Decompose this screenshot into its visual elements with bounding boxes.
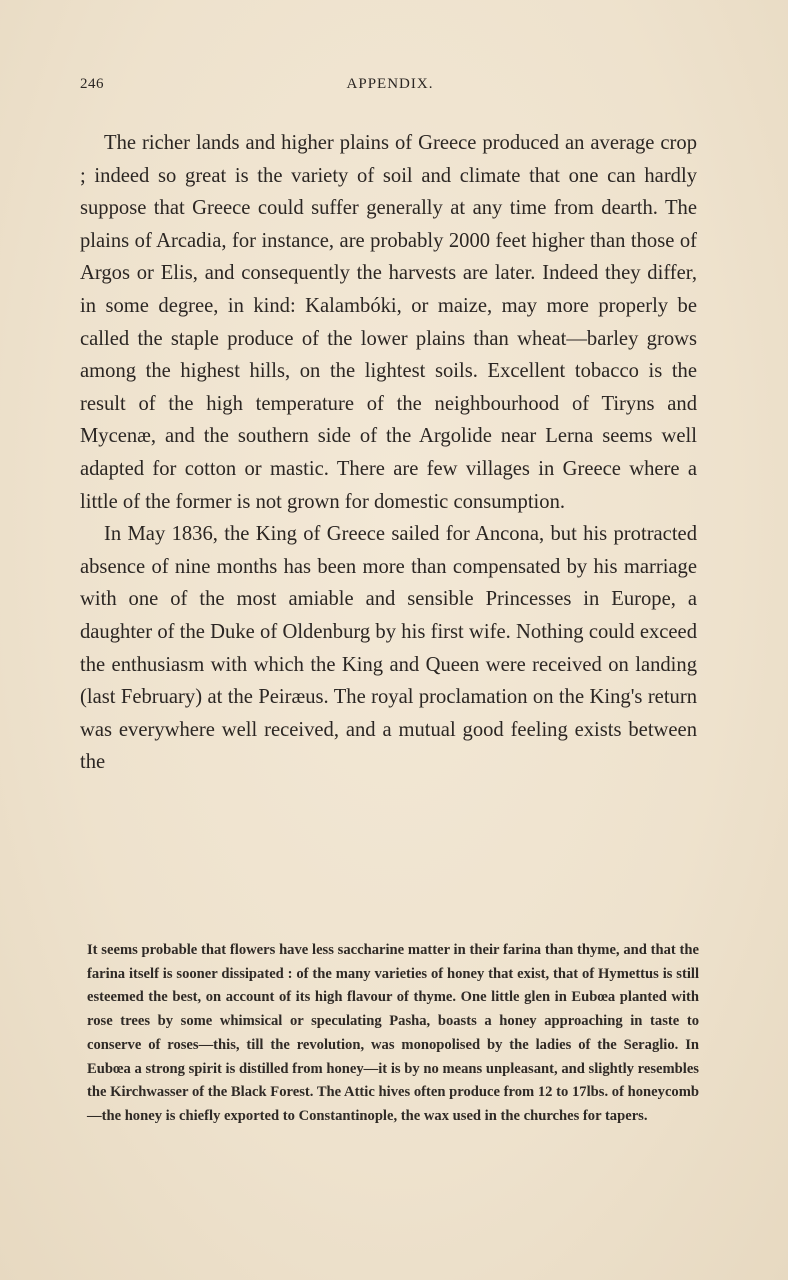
paragraph: The richer lands and higher plains of Greece produced an average crop ; indeed so great is the variety of soil and climate that one can hardly suppose that Greece could suffer generally at any time from dearth. The plains of Arcadia, for instance, are probably 2000 feet higher than those of Argos or Elis, and consequently the harvests are later. Indeed they differ, in some degree, in kind: Kalambóki, or maize, may more properly be called the staple produce of the lower plains than wheat—barley grows among the highest hills, on the lightest soils. Excellent tobacco is the result of the high temperature of the neighbourhood of Tiryns and Mycenæ, and the southern side of the Argolide near Lerna seems well adapted for cotton or mastic. There are few villages in Greece where a little of the former is not grown for domestic consumption. <box>80 132 697 513</box>
footnote <box>87 939 699 1129</box>
page-number: 246 <box>80 76 104 92</box>
page-header <box>80 76 700 100</box>
paragraph: In May 1836, the King of Greece sailed for Ancona, but his protracted absence of nine months has been more than compensated by his marriage with one of the most amiable and sensible Princesses in Europe, a daughter of the Duke of Oldenburg by his first wife. Nothing could exceed the enthusiasm with which the King and Queen were received on landing (last February) at the Peiræus. The royal proclamation on the King's return was everywhere well received, and a mutual good feeling exists between the <box>80 523 697 774</box>
body-text <box>80 127 697 779</box>
footnote-text: It seems probable that flowers have less saccharine matter in their farina than thyme, and that the farina itself is sooner dissipated : of the many varieties of honey that exist, that of Hymettus is still esteemed the best, on account of its high flavour of thyme. One little glen in Eubœa planted with rose trees by some whimsical or speculating Pasha, boasts a honey approaching in taste to conserve of roses—this, till the revolution, was monopolised by the ladies of the Seraglio. In Eubœa a strong spirit is distilled from honey—it is by no means unpleasant, and slightly resembles the Kirchwasser of the Black Forest. The Attic hives often produce from 12 to 17lbs. of honeycomb—the honey is chiefly exported to Constantinople, the wax used in the churches for tapers. <box>87 942 699 1124</box>
running-head: APPENDIX. <box>346 76 434 92</box>
